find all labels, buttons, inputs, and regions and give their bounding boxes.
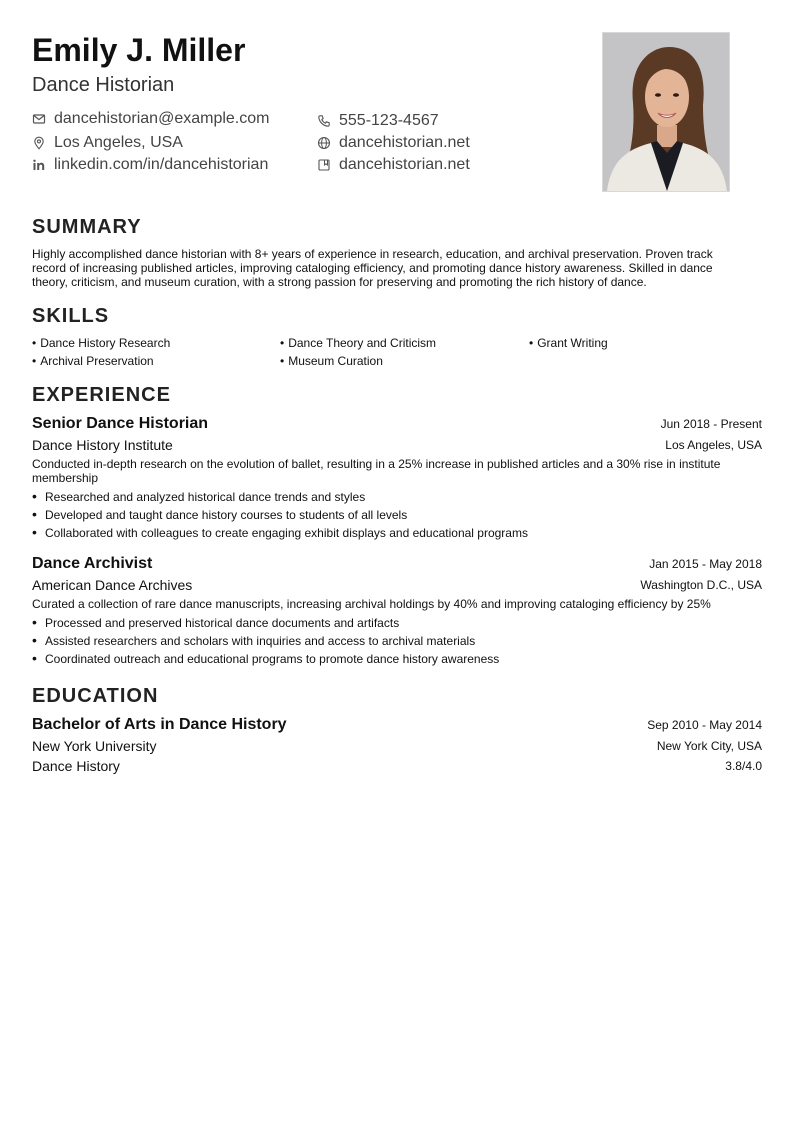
skill-item: • Dance History Research (32, 336, 171, 350)
job-description: Curated a collection of rare dance manuscripts, increasing archival holdings by 40% and improving cataloging efficiency by 25% (32, 597, 711, 611)
education-heading: EDUCATION (32, 685, 159, 707)
job-bullet: • Developed and taught dance history courses to students of all levels (32, 506, 408, 522)
skill-item: • Archival Preservation (32, 354, 154, 368)
contact-phone[interactable] (317, 111, 439, 131)
contact-email-text: dancehistorian@example.com (54, 110, 270, 127)
contact-phone-text: 555-123-4567 (339, 112, 439, 129)
linkedin-icon (32, 158, 46, 172)
education-dates: Sep 2010 - May 2014 (647, 718, 762, 732)
phone-icon (317, 114, 331, 128)
globe-icon (317, 136, 331, 150)
contact-portfolio[interactable] (317, 155, 470, 175)
job-title: Senior Dance Historian (32, 415, 209, 432)
contact-email[interactable] (32, 109, 269, 129)
job-title: Dance Archivist (32, 555, 153, 572)
job-location: Los Angeles, USA (665, 438, 762, 452)
skills-heading: SKILLS (32, 305, 110, 327)
job-bullet: • Processed and preserved historical dance documents and artifacts (32, 614, 400, 630)
job-company: Dance History Institute (32, 437, 173, 453)
contact-location (32, 133, 183, 153)
candidate-name: Emily J. Miller (32, 32, 246, 68)
profile-photo (602, 32, 730, 192)
gpa: 3.8/4.0 (725, 759, 762, 773)
job-bullet: • Assisted researchers and scholars with inquiries and access to archival materials (32, 632, 476, 648)
location-pin-icon (32, 136, 46, 150)
job-bullet: • Researched and analyzed historical dance trends and styles (32, 488, 366, 504)
job-dates: Jun 2018 - Present (660, 417, 762, 431)
school-location: New York City, USA (656, 739, 762, 753)
degree-title: Bachelor of Arts in Dance History (32, 716, 287, 733)
summary-heading: SUMMARY (32, 216, 142, 238)
contact-website[interactable] (317, 133, 470, 153)
contact-linkedin-text: linkedin.com/in/dancehistorian (54, 156, 269, 173)
skill-item: • Grant Writing (529, 336, 608, 350)
job-bullet: • Coordinated outreach and educational programs to promote dance history awareness (32, 650, 500, 666)
skill-item: • Dance Theory and Criticism (280, 336, 437, 350)
field-of-study: Dance History (32, 758, 120, 774)
school-name: New York University (32, 738, 157, 754)
portfolio-icon (317, 158, 331, 172)
candidate-title: Dance Historian (32, 74, 175, 96)
job-description: Conducted in-depth research on the evolution of ballet, resulting in a 25% increase in published articles and a 30% rise in institute membership (32, 457, 721, 485)
contact-portfolio-text: dancehistorian.net (339, 156, 470, 173)
summary-text: Highly accomplished dance historian with 8+ years of experience in research, education, and archival preservation. Proven track record of increasing published articles, improving cataloging efficiency, and promoting dance history awareness. Skilled in dance theory, criticism, and museum curation, with a strong passion for preserving and promoting the rich history of dance. (32, 247, 713, 289)
job-bullet: • Collaborated with colleagues to create engaging exhibit displays and educational programs (32, 524, 528, 540)
skill-item: • Museum Curation (280, 354, 383, 368)
job-dates: Jan 2015 - May 2018 (649, 557, 762, 571)
experience-heading: EXPERIENCE (32, 384, 171, 406)
contact-location-text: Los Angeles, USA (54, 134, 183, 151)
email-icon (32, 112, 46, 126)
job-company: American Dance Archives (32, 577, 193, 593)
contact-website-text: dancehistorian.net (339, 134, 470, 151)
contact-linkedin[interactable] (32, 155, 268, 175)
job-location: Washington D.C., USA (640, 578, 762, 592)
